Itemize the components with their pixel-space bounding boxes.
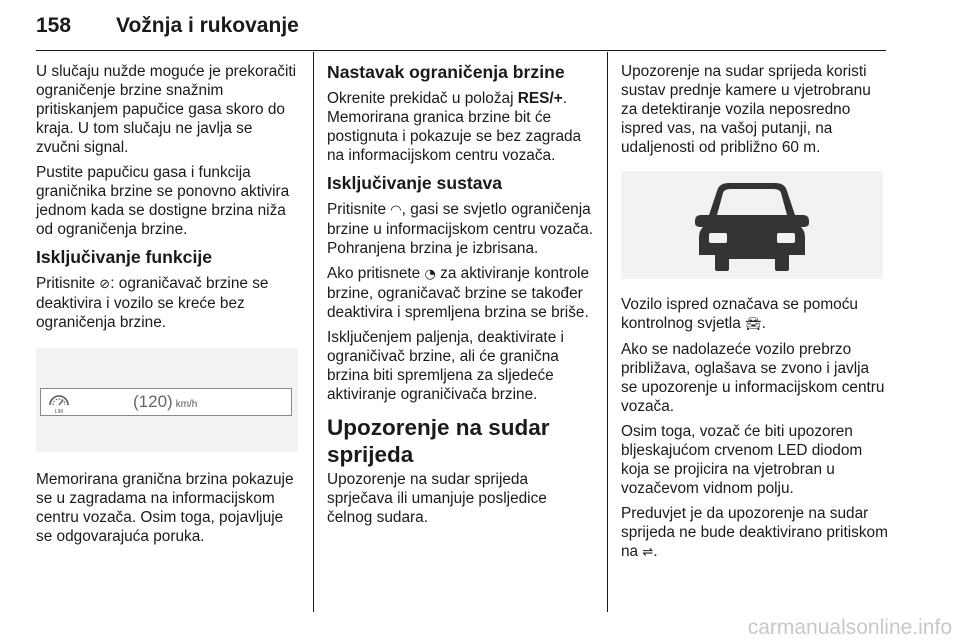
speed-unit: km/h bbox=[175, 399, 198, 410]
paragraph: Ako se nadolazeće vozilo prebrzo približava, oglašava se zvono i javlja se upozorenje u informacijskom centru vozača. bbox=[621, 341, 885, 415]
vehicle-ahead-icon: 🚘︎ bbox=[745, 317, 762, 332]
stored-speed: (120) km/h bbox=[133, 392, 198, 411]
chapter-title: Vožnja i rukovanje bbox=[116, 14, 299, 37]
section-heading: Isključivanje sustava bbox=[327, 173, 503, 193]
paragraph: Ako pritisnete ◔ za aktiviranje kontrole brzine, ograničavač brzine se također deaktivira i spremljena brzina se briše. bbox=[327, 265, 589, 321]
page-number: 158 bbox=[36, 14, 72, 37]
paragraph: Vozilo ispred označava se pomoću kontrolnog svjetla 🚘︎. bbox=[621, 296, 858, 332]
speed-limiter-icon bbox=[47, 392, 71, 414]
section-heading: Upozorenje na sudar sprijeda bbox=[327, 415, 550, 467]
paragraph: Upozorenje na sudar sprijeda koristi sustav prednje kamere u vjetrobranu za detektiranje vozila neposredno ispred vas, na vašoj putanji, na udaljenosti od približno 60 m. bbox=[621, 63, 871, 156]
paragraph: Osim toga, vozač će biti upozoren bljeskajućom crvenom LED diodom koja se projicira na vjetrobran u vozačevom vidnom polju. bbox=[621, 423, 863, 497]
column-2 bbox=[327, 62, 595, 533]
column-divider bbox=[607, 52, 608, 612]
paragraph: Isključenjem paljenja, deaktivirate i ograničivač brzine, ali će granična brzina biti spremljena za sljedeće aktiviranje ograničivača brzine. bbox=[327, 329, 564, 403]
paragraph: Pritisnite ⊘: ograničavač brzine se deaktivira i vozilo se kreće bez ograničenja brzine. bbox=[36, 275, 269, 331]
svg-text:LIM: LIM bbox=[54, 409, 64, 414]
collision-alert-button-icon: ⇌ bbox=[642, 545, 654, 560]
paragraph: Memorirana granična brzina pokazuje se u zagradama na informacijskom centru vozača. Osim toga, pojavljuje se odgovarajuća poruka. bbox=[36, 471, 294, 545]
paragraph: Pritisnite ◠, gasi se svjetlo ograničenja brzine u informacijskom centru vozača. Pohranjena brzina je izbrisana. bbox=[327, 201, 594, 257]
cruise-control-icon: ◔ bbox=[424, 267, 436, 282]
page-header bbox=[36, 12, 886, 51]
speed-limiter-icon: ◠ bbox=[390, 203, 402, 218]
paragraph: Preduvjet je da upozorenje na sudar sprijeda ne bude deaktivirano pritiskom na ⇌. bbox=[621, 505, 888, 560]
paragraph: Upozorenje na sudar sprijeda sprječava ili umanjuje posljedice čelnog sudara. bbox=[327, 471, 547, 526]
res-plus-label: RES/+ bbox=[517, 90, 563, 107]
section-heading: Nastavak ograničenja brzine bbox=[327, 62, 565, 82]
speed-limiter-off-icon: ⊘ bbox=[99, 277, 111, 292]
paragraph: Pustite papučicu gasa i funkcija graničnika brzine se ponovno aktivira jednom kada se dostigne brzina niža od ograničenja brzine. bbox=[36, 164, 290, 238]
section-heading: Isključivanje funkcije bbox=[36, 247, 213, 267]
column-3 bbox=[621, 62, 889, 568]
speed-display bbox=[40, 388, 292, 416]
column-divider bbox=[313, 52, 314, 612]
watermark: carmanualsonline.info bbox=[747, 616, 952, 639]
vehicle-ahead-icon bbox=[689, 177, 815, 273]
column-1 bbox=[36, 62, 300, 552]
paragraph: Okrenite prekidač u položaj RES/+. Memorirana granica brzine bit će postignuta i pokazuje se bez zagrada na informacijskom centru vozača. bbox=[327, 90, 582, 164]
vehicle-ahead-figure bbox=[621, 171, 883, 279]
paragraph: U slučaju nužde moguće je prekoračiti ograničenje brzine snažnim pritiskanjem papučice gasa skoro do kraja. U tom slučaju ne javlja se zvučni signal. bbox=[36, 63, 297, 156]
speed-display-figure bbox=[36, 348, 298, 452]
